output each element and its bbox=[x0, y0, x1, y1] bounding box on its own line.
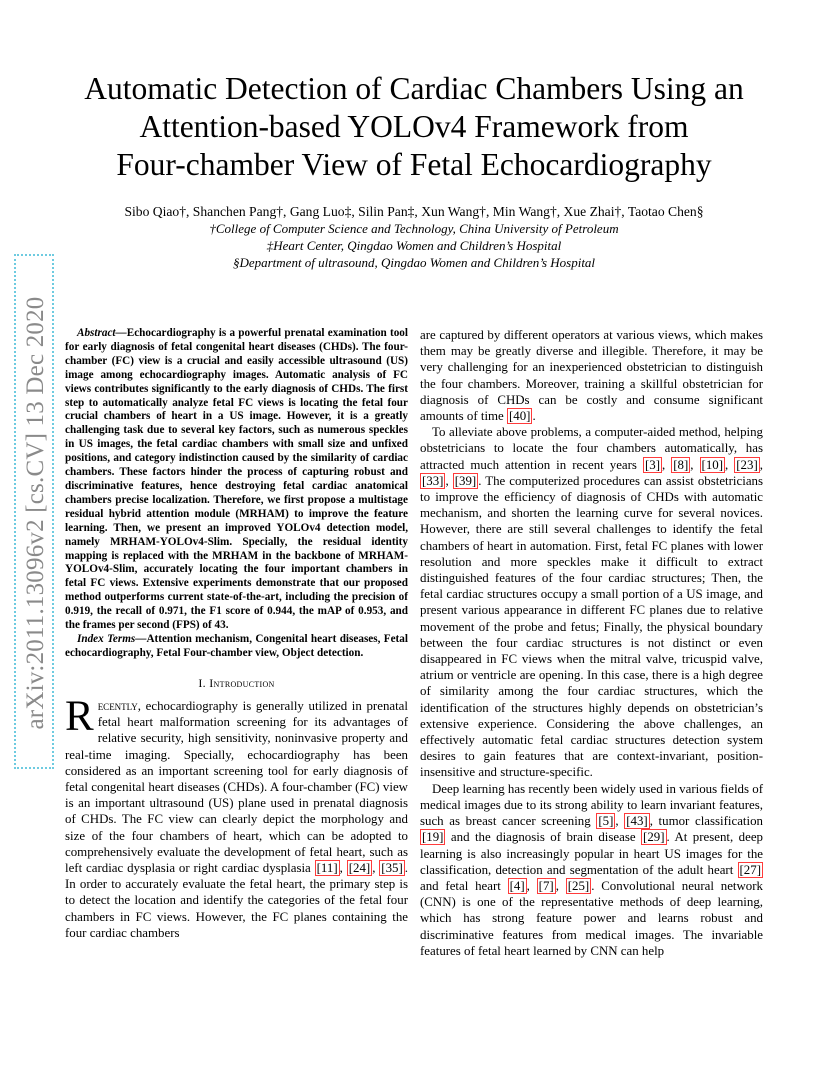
section-heading bbox=[65, 675, 408, 691]
paragraph-text: . Convolutional neural network (CNN) is one of the representative methods of deep learning, which has strong feature power and learns robust and discriminative features from medical images. The invariable features of fetal heart learned by CNN can help bbox=[420, 878, 763, 958]
arxiv-identifier: arXiv:2011.13096v2 [cs.CV] 13 Dec 2020 bbox=[22, 296, 49, 730]
index-terms bbox=[65, 633, 408, 661]
affiliation: §Department of ultrasound, Qingdao Women and Children’s Hospital bbox=[232, 255, 596, 270]
citation-link[interactable]: [5] bbox=[598, 814, 614, 829]
paper-title bbox=[50, 70, 778, 184]
citation-link[interactable]: [19] bbox=[422, 830, 444, 845]
abstract-paragraph bbox=[65, 327, 408, 633]
title-line: Four-chamber View of Fetal Echocardiography bbox=[116, 147, 712, 182]
drop-cap: R bbox=[65, 692, 94, 740]
body-paragraph: Deep learning has recently been widely used in various fields of medical images due to its strong ability to learn invariant features, such as breast cancer screening [5] , [43] , tumor classification [19] and the diagnosis of brain disease [29] . At present, deep learning is also increasingly popular in heart US images for the classification, detection and segmentation of the adult heart [27] and fetal heart [4] , [7] , [25] . Convolutional neural network (CNN) is one of the representative methods of deep learning, which has strong feature power and learns robust and discriminative features from medical images. The invariable features of fetal heart learned by CNN can help bbox=[420, 781, 763, 958]
intro-paragraph: Recently, echocardiography is generally utilized in prenatal fetal heart malformation screening for its advantages of relative security, high sensitivity, noninvasive property and real-time imaging. Specially, echocardiography has been considered as an important screening tool for early diagnosis of fetal congenital heart diseases (CHDs). A four-chamber (FC) view is an important ultrasound (US) plane used in prenatal diagnosis of CHDs. The FC view can clearly depict the morphology and size of the four chambers of heart, which can be adopted to comprehensively evaluate the development of fetal heart, such as left cardiac dysplasia or right cardiac dysplasia [11] , [24] , [35] . In order to accurately evaluate the fetal heart, the primary step is to detect the location and identify the categories of the fetal four chambers in FC views. However, the FC planes containing the four cardiac chambers bbox=[65, 692, 409, 940]
section-number: I. bbox=[198, 675, 210, 690]
affiliation: †College of Computer Science and Technology, China University of Petroleum bbox=[209, 221, 619, 236]
author-list: Sibo Qiao†, Shanchen Pang†, Gang Luo‡, Silin Pan‡, Xun Wang†, Min Wang†, Xue Zhai†, Taotao Chen§ bbox=[124, 204, 704, 219]
paragraph-text: , tumor classification bbox=[649, 814, 763, 829]
paragraph-text: and the diagnosis of brain disease bbox=[445, 830, 642, 845]
citation-link[interactable]: [10] bbox=[701, 457, 724, 472]
abstract-text: Echocardiography is a powerful prenatal examination tool for early diagnosis of fetal congenital heart diseases (CHDs). The four-chamber (FC) view is a crucial and easily accessible ultrasound (US) image among echocardiography images. Automatic analysis of FC views contributes significantly to the early diagnosis of CHDs. The first step to automatically analyze fetal FC views is locating the fetal four crucial chambers of heart in a US image. However, it is a greatly challenging task due to several key factors, such as numerous speckles in US images, the fetal cardiac chambers with small size and unfixed positions, and category indistinction caused by the similarity of cardiac chambers. These factors hinder the process of capturing robust and discriminative features, hence destroying fetal cardiac anatomical chambers precise localization. Therefore, we first propose a multistage residual hybrid attention module (MRHAM) to improve the feature learning. Then, we present an improved YOLOv4 detection model, namely MRHAM-YOLOv4-Slim. Specially, the residual identity mapping is replaced with the MRHAM in the backbone of MRHAM-YOLOv4-Slim, accurately locating the four important chambers in fetal FC views. Extensive experiments demonstrate that our proposed method outperforms current state-of-the-art, including the precision of 0.919, the recall of 0.971, the F1 score of 0.944, the mAP of 0.953, and the frames per second (FPS) of 43. bbox=[65, 327, 408, 632]
arxiv-identifier-stamp bbox=[14, 254, 54, 769]
paragraph-text: Deep learning has recently been widely used in various fields of medical images due to its strong ability to learn invariant features, such as breast cancer screening bbox=[420, 781, 763, 829]
citation-link[interactable]: [3] bbox=[644, 457, 660, 472]
title-line: Automatic Detection of Cardiac Chambers Using an bbox=[84, 71, 744, 106]
citation-link[interactable]: [29] bbox=[643, 830, 665, 845]
paragraph-text: . In order to accurately evaluate the fetal heart, the primary step is to detect the location and identify the categories of the fetal four chambers in FC views. However, the FC planes containing the four cardiac chambers bbox=[65, 860, 409, 940]
citation-link[interactable]: [8] bbox=[673, 457, 689, 472]
citation-link[interactable]: [25] bbox=[567, 878, 590, 893]
citation-link[interactable]: [39] bbox=[454, 473, 477, 488]
citation-link[interactable]: [35] bbox=[381, 860, 403, 875]
citation-link[interactable]: [40] bbox=[509, 409, 531, 424]
title-line: Attention-based YOLOv4 Framework from bbox=[139, 109, 689, 144]
left-column bbox=[65, 327, 408, 941]
index-terms-label: Index Terms— bbox=[77, 632, 147, 645]
citation-link[interactable]: [23] bbox=[736, 457, 758, 472]
body-paragraph: are captured by different operators at various views, which makes them may be greatly diverse and illegible. Therefore, it may be very challenging for an inexperienced obstetrician to distinguish the four chambers. Moreover, training a skillful obstetrician for diagnosis of CHDs can be costly and consume significant amounts of time [40] . bbox=[420, 328, 763, 424]
abstract-label: Abstract— bbox=[77, 327, 127, 339]
body-paragraph: To alleviate above problems, a computer-aided method, helping obstetricians to locate the four chambers automatically, has attracted much attention in recent years [3] , [8] , [10] , [23] , [33] , [39] . The computerized procedures can assist obstetricians to improve the efficiency of diagnosis of CHDs with automatic mechanism, and shorten the learning curve for several novices. However, there are still several challenges to identify the fetal chambers of heart in automation. First, fetal FC planes with lower resolution and more speckles make it difficult to extract distinguished features of the four cardiac structures; Then, the fetal cardiac structures occupy a small portion of a US image, and present various appearance in different FC planes due to relative movement of the probe and fetus; Finally, the physical boundary between the four cardiac structures is not distinct or even disappeared in FC views when the mitral valve, tricuspid valve, atrium or ventricle are opening. In this case, there is a high degree of similarity among the four cardiac structures, which the identification of the structures highly depends on obstetrician’s extensive experience. Considering the above challenges, an effectively automatic fetal cardiac structures detection system desires to gain features that are context-invariant, position-insensitive and structure-specific. bbox=[420, 425, 763, 780]
citation-link[interactable]: [11] bbox=[316, 860, 338, 875]
paragraph-text: , echocardiography is generally utilized in prenatal fetal heart malformation screening for its advantages of relative security, high sensitivity, noninvasive property and real-time imaging. Specially, echocardiography has been considered as an important screening tool for early diagnosis of fetal congenital heart diseases (CHDs). A four-chamber (FC) view is an important ultrasound (US) plane used in prenatal diagnosis of CHDs. The FC view can clearly depict the morphology and size of the four chambers of heart, which can be adopted to comprehensively evaluate the development of fetal heart, such as left cardiac dysplasia or right cardiac dysplasia bbox=[65, 698, 408, 875]
affiliation: ‡Heart Center, Qingdao Women and Children’s Hospital bbox=[266, 238, 562, 253]
intro-first-word: ecently bbox=[97, 698, 138, 713]
index-terms-text: Attention mechanism, Congenital heart diseases, Fetal echocardiography, Fetal Four-chamber view, Object detection. bbox=[65, 632, 408, 659]
citation-link[interactable]: [27] bbox=[739, 862, 761, 877]
abstract bbox=[65, 327, 408, 661]
paragraph-text: To alleviate above problems, a computer-aided method, helping obstetricians to locate the four chambers automatically, has attracted much attention in recent years bbox=[420, 425, 763, 472]
citation-link[interactable]: [4] bbox=[509, 878, 525, 893]
citation-link[interactable]: [43] bbox=[626, 814, 648, 829]
paragraph-text: . The computerized procedures can assist obstetricians to improve the efficiency of diagnosis of CHDs with automatic mechanism, and shorten the learning curve for several novices. However, there are still several challenges to identify the fetal chambers of heart in automation. First, fetal FC planes with lower resolution and more speckles make it difficult to extract distinguished features of the four cardiac structures; Then, the fetal cardiac structures occupy a small portion of a US image, and present various appearance in different FC planes due to relative movement of the probe and fetus; Finally, the physical boundary between the four cardiac structures is not distinct or even disappeared in FC views when the mitral valve, tricuspid valve, atrium or ventricle are opening. In this case, there is a high degree of similarity among the four cardiac structures, which the identification of the structures highly depends on obstetrician’s extensive experience. Considering the above challenges, an effectively automatic fetal cardiac structures detection system desires to gain features that are context-invariant, position-insensitive and structure-specific. bbox=[420, 473, 763, 780]
right-column bbox=[420, 327, 763, 959]
section-title: Introduction bbox=[209, 675, 275, 690]
citation-link[interactable]: [7] bbox=[538, 878, 554, 893]
paragraph-text: and fetal heart bbox=[420, 878, 508, 893]
citation-link[interactable]: [33] bbox=[422, 473, 444, 488]
citation-link[interactable]: [24] bbox=[348, 860, 371, 875]
paragraph-text: . At present, deep learning is also increasingly popular in heart US images for the classification, detection and segmentation of the adult heart bbox=[420, 830, 763, 877]
paragraph-text: are captured by different operators at various views, which makes them may be greatly diverse and illegible. Therefore, it may be very challenging for an inexperienced obstetrician to distinguish the four chambers. Moreover, training a skillful obstetrician for diagnosis of CHDs can be costly and consume significant amounts of time bbox=[420, 328, 763, 424]
